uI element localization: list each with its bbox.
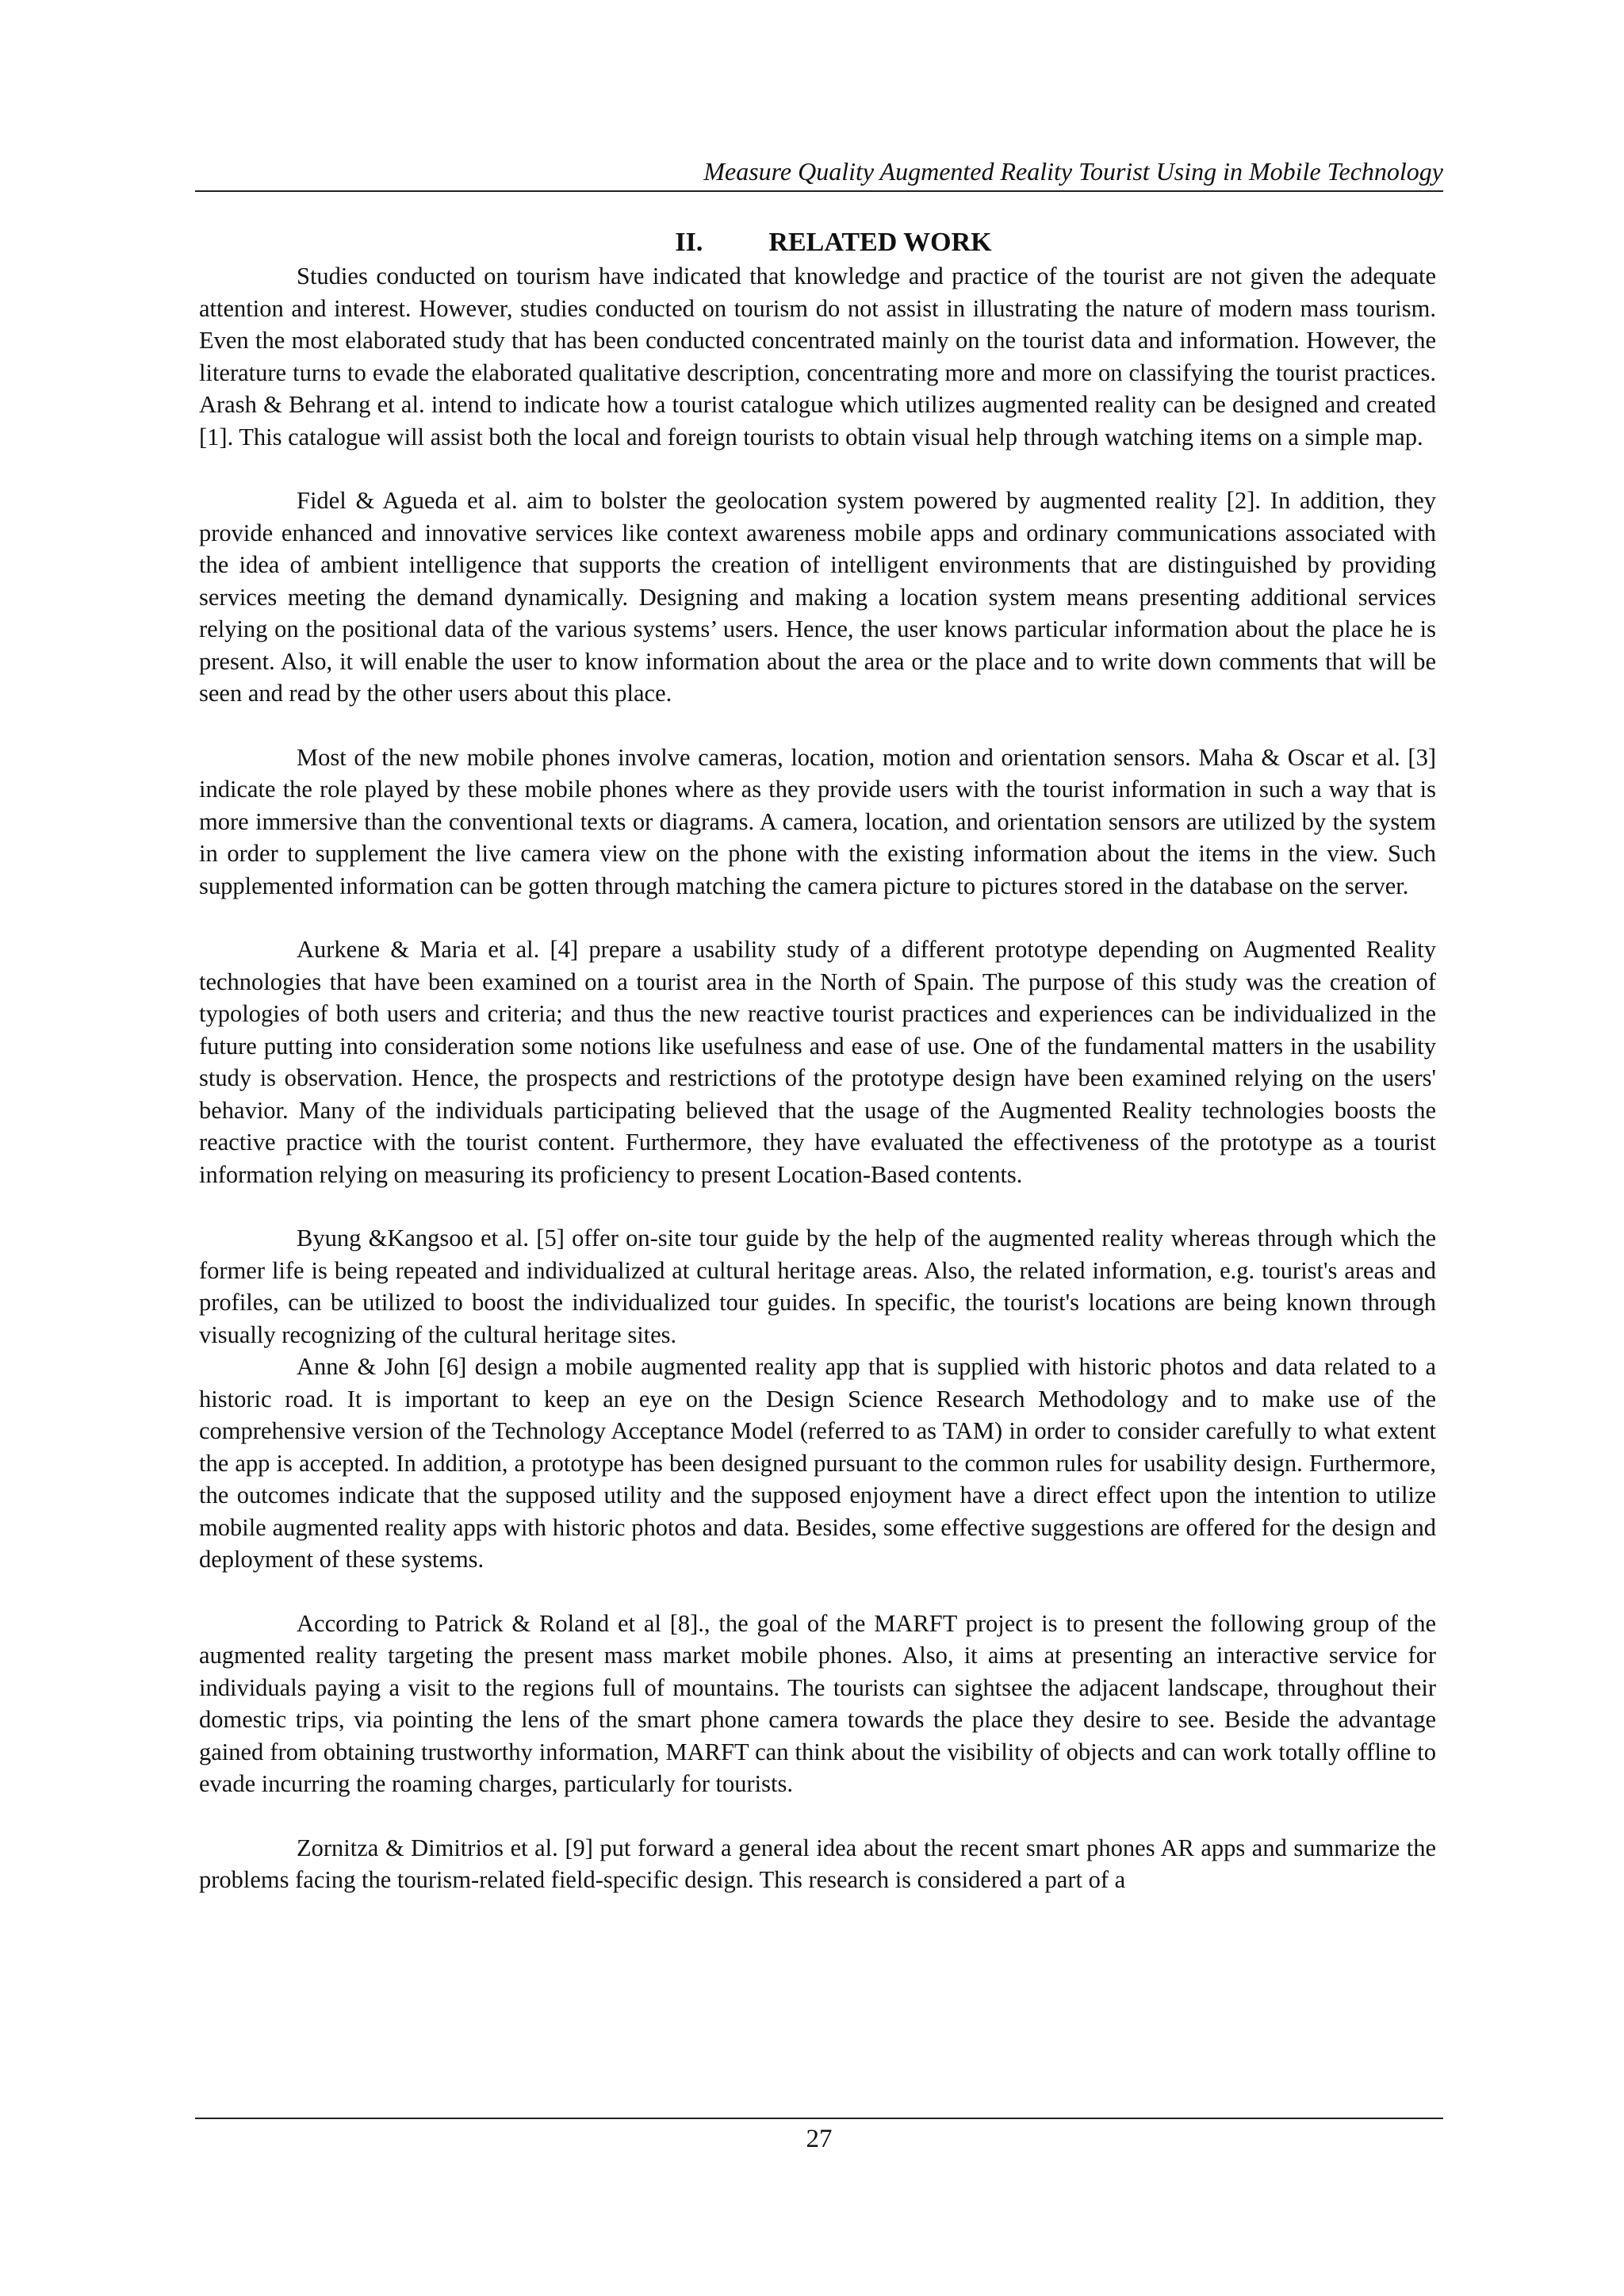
header-rule [195, 190, 1443, 192]
paragraph: Anne & John [6] design a mobile augmented reality app that is supplied with historic photos and data related to a historic road. It is important to keep an eye on the Design Science Research Methodology and to make use of the comprehensive version of the Technology Acceptance Model (referred to as TAM) in order to consider carefully to what extent the app is accepted. In addition, a prototype has been designed pursuant to the common rules for usability design. Furthermore, the outcomes indicate that the supposed utility and the supposed enjoyment have a direct effect upon the intention to utilize mobile augmented reality apps with historic photos and data. Besides, some effective suggestions are offered for the design and deployment of these systems. [199, 1353, 1436, 1573]
section-heading [199, 225, 1436, 260]
paragraph: According to Patrick & Roland et al [8]., the goal of the MARFT project is to present the following group of the augmented reality targeting the present mass market mobile phones. Also, it aims at presenting an interactive service for individuals paying a visit to the regions full of mountains. The tourists can sightsee the adjacent landscape, throughout their domestic trips, via pointing the lens of the smart phone camera towards the place they desire to see. Beside the advantage gained from obtaining trustworthy information, MARFT can think about the visibility of objects and can work totally offline to evade incurring the roaming charges, particularly for tourists. [199, 1609, 1436, 1797]
body-text [199, 225, 1436, 1896]
paragraph: Zornitza & Dimitrios et al. [9] put forward a general idea about the recent smart phones AR apps and summarize the problems facing the tourism-related field-specific design. This research is considered a part of a [199, 1834, 1436, 1893]
paragraph: Fidel & Agueda et al. aim to bolster the geolocation system powered by augmented reality [2]. In addition, they provide enhanced and innovative services like context awareness mobile apps and ordinary communications associated with the idea of ambient intelligence that supports the creation of intelligent environments that are distinguished by providing services meeting the demand dynamically. Designing and making a location system means presenting additional services relying on the positional data of the various systems’ users. Hence, the user knows particular information about the place he is present. Also, it will enable the user to know information about the area or the place and to write down comments that will be seen and read by the other users about this place. [199, 487, 1436, 707]
section-title: RELATED WORK [768, 228, 992, 257]
paragraph: Aurkene & Maria et al. [4] prepare a usability study of a different prototype depending on Augmented Reality technologies that have been examined on a tourist area in the North of Spain. The purpose of this study was the creation of typologies of both users and criteria; and thus the new reactive tourist practices and experiences can be individualized in the future putting into consideration some notions like usefulness and ease of use. One of the fundamental matters in the usability study is observation. Hence, the prospects and restrictions of the prototype design have been examined relying on the users' behavior. Many of the individuals participating believed that the usage of the Augmented Reality technologies boosts the reactive practice with the tourist content. Furthermore, they have evaluated the effectiveness of the prototype as a tourist information relying on measuring its proficiency to present Location-Based contents. [199, 936, 1436, 1188]
section-number: II. [675, 228, 703, 257]
running-header: Measure Quality Augmented Reality Tourist Using in Mobile Technology [703, 157, 1443, 186]
footer-rule [195, 2118, 1443, 2119]
page-number: 27 [806, 2125, 833, 2153]
paragraph: Studies conducted on tourism have indicated that knowledge and practice of the tourist are not given the adequate attention and interest. However, studies conducted on tourism do not assist in illustrating the nature of modern mass tourism. Even the most elaborated study that has been conducted concentrated mainly on the tourist data and information. However, the literature turns to evade the elaborated qualitative description, concentrating more and more on classifying the tourist practices. Arash & Behrang et al. intend to indicate how a tourist catalogue which utilizes augmented reality can be designed and created [1]. This catalogue will assist both the local and foreign tourists to obtain visual help through watching items on a simple map. [199, 263, 1436, 450]
paragraph: Byung &Kangsoo et al. [5] offer on-site tour guide by the help of the augmented reality whereas through which the former life is being repeated and individualized at cultural heritage areas. Also, the related information, e.g. tourist's areas and profiles, can be utilized to boost the individualized tour guides. In specific, the tourist's locations are being known through visually recognizing of the cultural heritage sites. [199, 1225, 1436, 1348]
paragraph: Most of the new mobile phones involve cameras, location, motion and orientation sensors. Maha & Oscar et al. [3] indicate the role played by these mobile phones where as they provide users with the tourist information in such a way that is more immersive than the conventional texts or diagrams. A camera, location, and orientation sensors are utilized by the system in order to supplement the live camera view on the phone with the existing information about the items in the view. Such supplemented information can be gotten through matching the camera picture to pictures stored in the database on the server. [199, 743, 1436, 899]
